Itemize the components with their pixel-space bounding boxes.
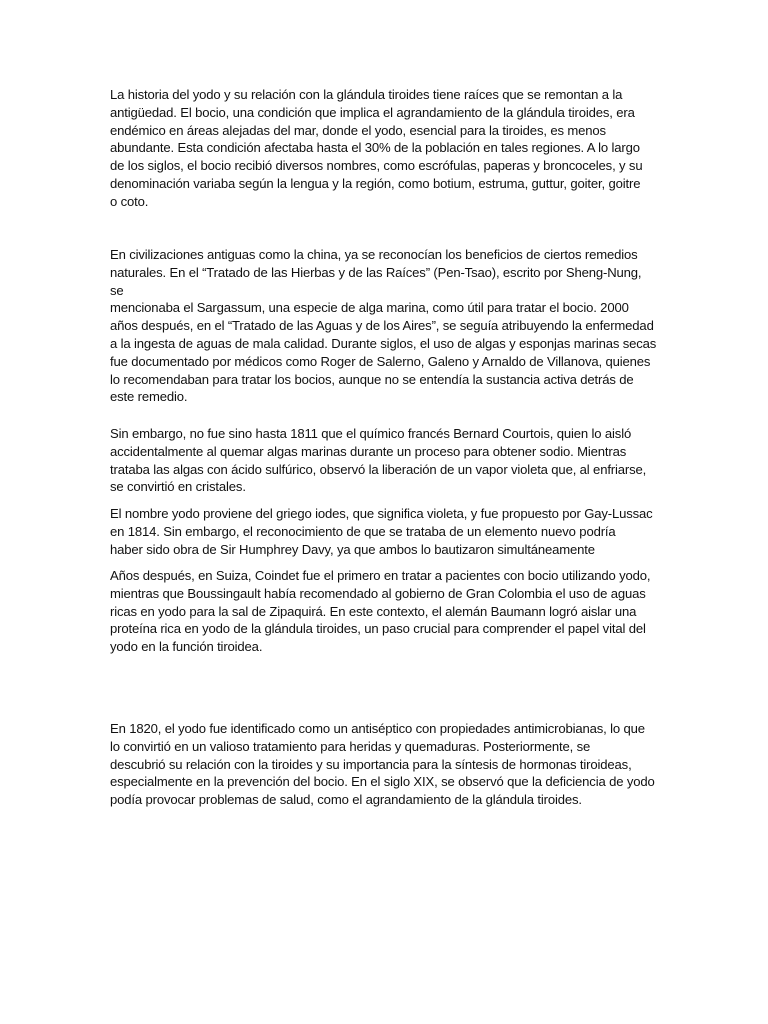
paragraph-name-origin: El nombre yodo proviene del griego iodes, que significa violeta, y fue propuesto por Gay-Lussac en 1814. Sin embargo, el reconocimiento de que se trataba de un elemento nuevo podría haber sido obra de Sir Humphrey Davy, ya que ambos lo bautizaron simultáneamente xyxy=(110,506,653,557)
paragraph-history-of-iodine: La historia del yodo y su relación con la glándula tiroides tiene raíces que se remontan a la antigüedad. El bocio, una condición que implica el agrandamiento de la glándula tiroides, era endémico en áreas alejadas del mar, donde el yodo, esencial para la tiroides, es menos abundante. Esta condición afectaba hasta el 30% de la población en tales regiones. A lo largo de los siglos, el bocio recibió diversos nombres, como escrófulas, paperas y broncoceles, y su denominación variaba según la lengua y la región, como botium, estruma, guttur, goiter, goitre o coto. xyxy=(110,87,643,209)
paragraph-coindet-treatment: Años después, en Suiza, Coindet fue el primero en tratar a pacientes con bocio utilizando yodo, mientras que Boussingault había recomendado al gobierno de Gran Colombia el uso de aguas ricas en yodo para la sal de Zipaquirá. En este contexto, el alemán Baumann logró aislar una proteína rica en yodo de la glándula tiroides, un paso crucial para comprender el papel vital del yodo en la función tiroidea. xyxy=(110,568,651,655)
paragraph-courtois-discovery: Sin embargo, no fue sino hasta 1811 que el químico francés Bernard Courtois, quien lo aisló accidentalmente al quemar algas marinas durante un proceso para obtener sodio. Mientras trataba las algas con ácido sulfúrico, observó la liberación de un vapor violeta que, al enfriarse, se convirtió en cristales. xyxy=(110,426,647,495)
paragraph-antiseptic-use: En 1820, el yodo fue identificado como un antiséptico con propiedades antimicrobianas, lo que lo convirtió en un valioso tratamiento para heridas y quemaduras. Posteriormente, se descubrió su relación con la tiroides y su importancia para la síntesis de hormonas tiroideas, especialmente en la prevención del bocio. En el siglo XIX, se observó que la deficiencia de yodo podía provocar problemas de salud, como el agrandamiento de la glándula tiroides. xyxy=(110,721,655,808)
paragraph-ancient-civilizations: En civilizaciones antiguas como la china, ya se reconocían los beneficios de ciertos remedios naturales. En el “Tratado de las Hierbas y de las Raíces” (Pen-Tsao), escrito por Sheng-Nung, se mencionaba el Sargassum, una especie de alga marina, como útil para tratar el bocio. 2000 años después, en el “Tratado de las Aguas y de los Aires”, se seguía atribuyendo la enfermedad a la ingesta de aguas de mala calidad. Durante siglos, el uso de algas y esponjas marinas secas fue documentado por médicos como Roger de Salerno, Galeno y Arnaldo de Villanova, quienes lo recomendaban para tratar los bocios, aunque no se entendía la sustancia activa detrás de este remedio. xyxy=(110,247,657,405)
